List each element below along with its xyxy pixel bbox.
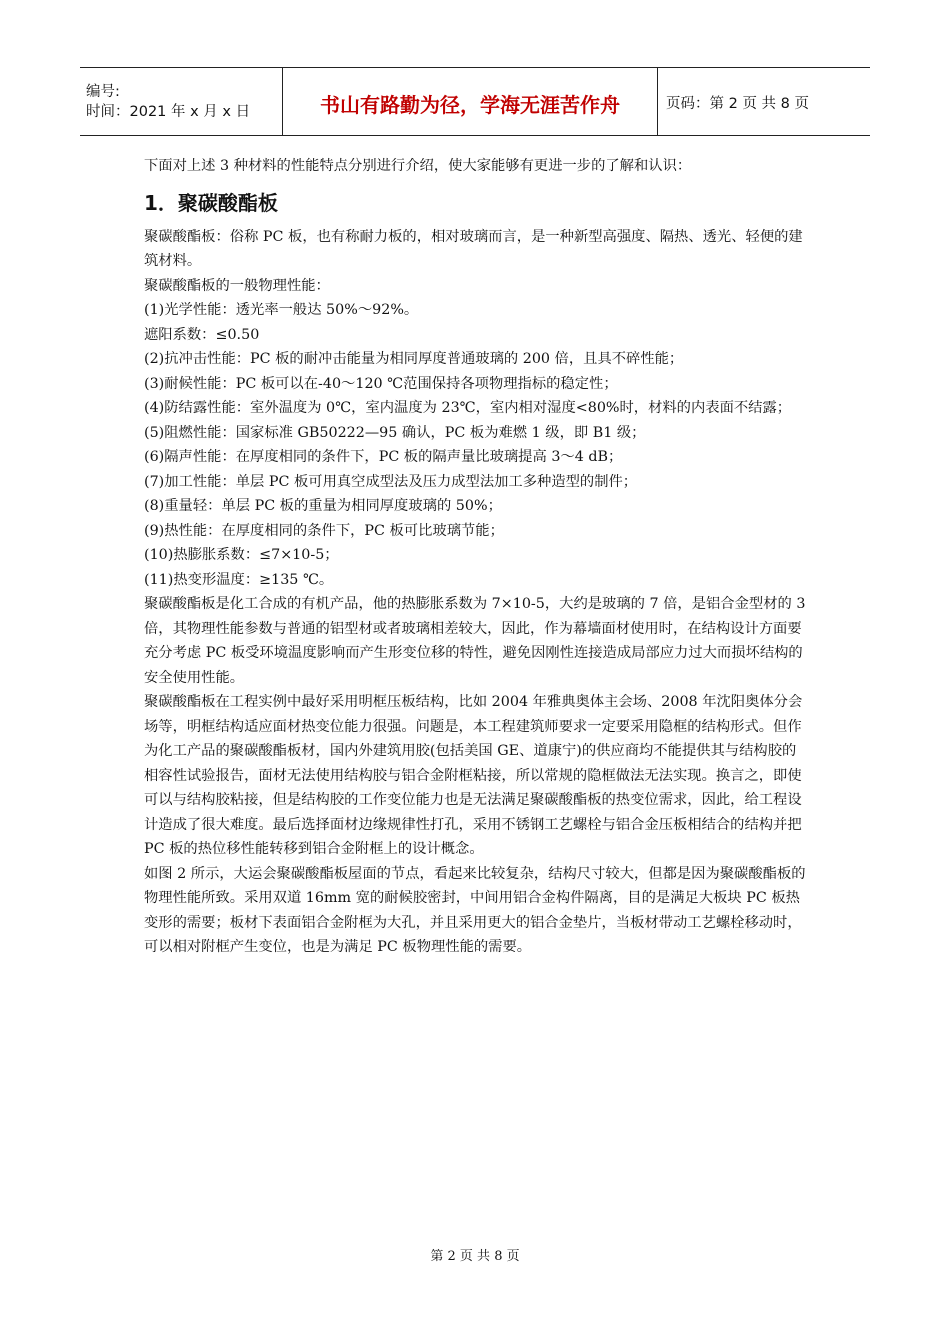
body-paragraph: 如图 2 所示，大运会聚碳酸酯板屋面的节点，看起来比较复杂，结构尺寸较大，但都是因为聚碳酸酯板的物理性能所致。采用双道 16mm 宽的耐候胶密封，中间用铝合金构件隔离，目的是满足大板块 PC 板热变形的需要；板材下表面铝合金附框为大孔，并且采用更大的铝合金垫片，当板材带动工艺螺栓移动时，可以相对附框产生变位，也是为满足 PC 板物理性能的需要。 xyxy=(144,865,806,955)
property-item: (3)耐候性能：PC 板可以在-40～120 ℃范围保持各项物理指标的稳定性； xyxy=(144,375,618,392)
property-item: (2)抗冲击性能：PC 板的耐冲击能量为相同厚度普通玻璃的 200 倍，且具不碎性能； xyxy=(144,351,684,367)
property-item: (10)热膨胀系数：≤7×10-5； xyxy=(144,547,339,563)
header-motto: 书山有路勤为径，学海无涯苦作舟 xyxy=(320,93,620,117)
body-paragraph: 聚碳酸酯板在工程实例中最好采用明框压板结构，比如 2004 年雅典奥体主会场、2008 年沈阳奥体分会场等，明框结构适应面材热变位能力很强。问题是，本工程建筑师要求一定要采用隐框的结构形式。但作为化工产品的聚碳酸酯板材，国内外建筑用胶(包括美国 GE、道康宁)的供应商均不能提供其与结构胶的相容性试验报告，面材无法使用结构胶与铝合金附框粘接，所以常规的隐框做法无法实现。换言之，即使可以与结构胶粘接，但是结构胶的工作变位能力也是无法满足聚碳酸酯板的热变位需求，因此，给工程设计造成了很大难度。最后选择面材边缘规律性打孔，采用不锈钢工艺螺栓与铝合金压板相结合的结构并把 PC 板的热位移性能转移到铝合金附框上的设计概念。 xyxy=(144,694,803,857)
property-item: (11)热变形温度：≥135 ℃。 xyxy=(144,571,334,588)
property-item: (9)热性能：在厚度相同的条件下，PC 板可比玻璃节能； xyxy=(144,522,504,539)
intro-paragraph: 下面对上述 3 种材料的性能特点分别进行介绍，使大家能够有更进一步的了解和认识： xyxy=(144,158,692,174)
page-header xyxy=(80,67,870,136)
body-paragraph: 聚碳酸酯板是化工合成的有机产品，他的热膨胀系数为 7×10-5，大约是玻璃的 7 倍，是铝合金型材的 3 倍，其物理性能参数与普通的铝型材或者玻璃相差较大，因此，作为幕墙面材使用时，在结构设计方面要充分考虑 PC 板受环境温度影响而产生形变位移的特性，避免因刚性连接造成局部应力过大而损坏结构的安全使用性能。 xyxy=(144,596,806,686)
document-date: 时间：2021 年 x 月 x 日 xyxy=(86,103,251,120)
property-item: (6)隔声性能：在厚度相同的条件下，PC 板的隔声量比玻璃提高 3～4 dB； xyxy=(144,449,623,465)
document-body xyxy=(144,154,808,960)
header-page-cell xyxy=(658,68,870,135)
document-number-label: 编号: xyxy=(86,83,120,100)
property-item: (7)加工性能：单层 PC 板可用真空成型法及压力成型法加工多种造型的制件； xyxy=(144,473,638,490)
body-paragraph: 聚碳酸酯板的一般物理性能： xyxy=(144,277,330,294)
section-title: 1．聚碳酸酯板 xyxy=(144,190,278,215)
property-item: (4)防结露性能：室外温度为 0℃，室内温度为 23℃，室内相对湿度<80%时，材料的内表面不结露； xyxy=(144,400,792,416)
property-item: (1)光学性能：透光率一般达 50%～92%。 xyxy=(144,302,419,318)
property-item: 遮阳系数：≤0.50 xyxy=(144,326,260,343)
property-item: (5)阻燃性能：国家标准 GB50222—95 确认，PC 板为难燃 1 级，即 B1 级； xyxy=(144,424,646,441)
page-footer: 第 2 页 共 8 页 xyxy=(430,1249,520,1264)
header-motto-cell xyxy=(282,68,658,135)
header-meta xyxy=(80,68,282,135)
header-page-info: 页码：第 2 页 共 8 页 xyxy=(666,96,809,112)
body-paragraph: 聚碳酸酯板：俗称 PC 板，也有称耐力板的，相对玻璃而言，是一种新型高强度、隔热、透光、轻便的建筑材料。 xyxy=(144,228,803,269)
property-item: (8)重量轻：单层 PC 板的重量为相同厚度玻璃的 50%； xyxy=(144,498,502,514)
